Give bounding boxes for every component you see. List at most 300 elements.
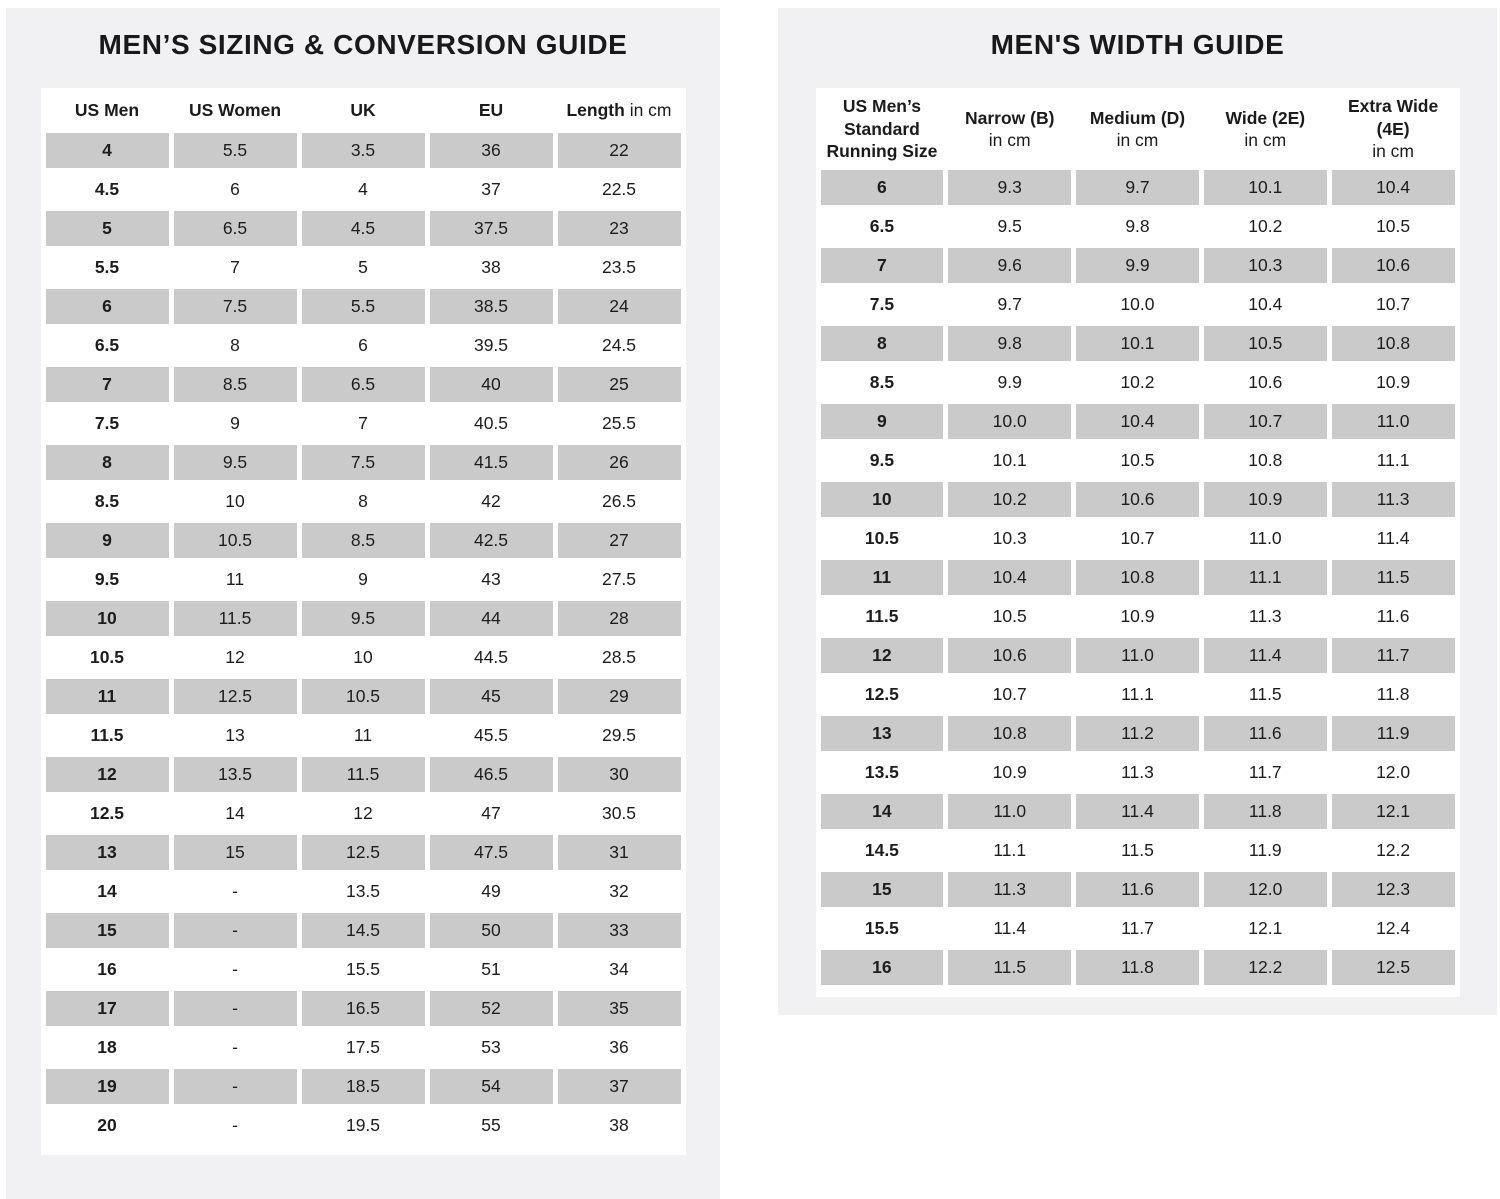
value-cell: 24 [558, 289, 681, 324]
value-cell: - [174, 991, 297, 1026]
value-cell: 36 [609, 1037, 629, 1057]
size-cell: 8.5 [869, 372, 895, 392]
value-cell: 12.4 [1376, 918, 1411, 938]
value-cell: 25 [558, 367, 681, 402]
value-cell: 47.5 [430, 835, 553, 870]
value-cell: 9.5 [302, 601, 425, 636]
size-cell: 7 [821, 248, 944, 283]
size-cell: 4 [46, 133, 169, 168]
size-cell: 12 [46, 757, 169, 792]
value-cell: 10.0 [1120, 294, 1155, 314]
value-cell: 10.8 [948, 716, 1071, 751]
size-cell: 12.5 [89, 803, 125, 823]
table-row [821, 638, 1455, 673]
value-cell: 11.3 [1121, 762, 1154, 782]
value-cell: 6 [230, 179, 240, 199]
value-cell: 11.9 [1248, 840, 1282, 860]
value-cell: 37.5 [430, 211, 553, 246]
value-cell: 11.4 [1204, 638, 1327, 673]
value-cell: 11.8 [1376, 684, 1410, 704]
value-cell: 28 [558, 601, 681, 636]
value-cell: - [232, 881, 238, 901]
width-guide-panel [778, 8, 1497, 1015]
value-cell: 47 [481, 803, 501, 823]
value-cell: 17.5 [345, 1037, 381, 1057]
size-cell: 6 [821, 170, 944, 205]
size-cell: 12.5 [864, 684, 899, 704]
value-cell: 11.0 [1076, 638, 1199, 673]
table-row [46, 601, 681, 636]
value-cell: 9 [230, 413, 240, 433]
value-cell: 11.0 [1248, 528, 1282, 548]
value-cell: 23 [558, 211, 681, 246]
value-cell: 38.5 [430, 289, 553, 324]
value-cell: 11.0 [1332, 404, 1455, 439]
table-row [821, 365, 1455, 400]
value-cell: 12.1 [1248, 918, 1283, 938]
value-cell: 10.2 [948, 482, 1071, 517]
value-cell: 13.5 [345, 881, 381, 901]
table-row [46, 523, 681, 558]
table-row [821, 794, 1455, 829]
value-cell: 10 [225, 491, 245, 511]
value-cell: 11.8 [1076, 950, 1199, 985]
value-cell: 11.5 [948, 950, 1071, 985]
value-cell: 10.6 [1332, 248, 1455, 283]
value-cell: 33 [558, 913, 681, 948]
value-cell: 13 [225, 725, 245, 745]
value-cell: 9.6 [948, 248, 1071, 283]
table-row [821, 677, 1455, 712]
value-cell: 11.5 [174, 601, 297, 636]
value-cell: 8 [230, 335, 240, 355]
value-cell: 53 [481, 1037, 501, 1057]
value-cell: 10.3 [1204, 248, 1327, 283]
value-cell: 12.5 [174, 679, 297, 714]
value-cell: 12 [353, 803, 373, 823]
size-cell: 9 [821, 404, 944, 439]
value-cell: 10.4 [948, 560, 1071, 595]
value-cell: 11.5 [302, 757, 425, 792]
value-cell: 11 [225, 569, 245, 589]
value-cell: 11 [353, 725, 373, 745]
value-cell: 50 [430, 913, 553, 948]
value-cell: 42.5 [430, 523, 553, 558]
size-cell: 4.5 [94, 179, 120, 199]
table-row [821, 482, 1455, 517]
value-cell: 8.5 [302, 523, 425, 558]
value-cell: 28.5 [601, 647, 637, 667]
width-guide-card [816, 88, 1460, 997]
value-cell: 9.9 [997, 372, 1022, 392]
value-cell: 37 [481, 179, 501, 199]
column-header: Length in cm [566, 100, 672, 121]
size-cell: 15 [821, 872, 944, 907]
value-cell: 11.5 [1248, 684, 1282, 704]
value-cell: 11.2 [1076, 716, 1199, 751]
table-row [46, 1069, 681, 1104]
value-cell: 4 [358, 179, 368, 199]
size-cell: 10 [821, 482, 944, 517]
table-row [46, 991, 681, 1026]
table-row [821, 209, 1455, 244]
table-row [821, 287, 1455, 322]
size-cell: 10 [46, 601, 169, 636]
size-cell: 7 [46, 367, 169, 402]
table-row [821, 716, 1455, 751]
value-cell: 19.5 [345, 1115, 381, 1135]
table-row [821, 599, 1455, 634]
table-row [46, 835, 681, 870]
header-row [46, 92, 681, 129]
table-row [46, 640, 681, 675]
value-cell: 29 [558, 679, 681, 714]
size-cell: 14 [97, 881, 117, 901]
table-body [46, 133, 681, 1143]
sizing-conversion-panel [6, 8, 720, 1199]
value-cell: 10.6 [948, 638, 1071, 673]
table-row [46, 367, 681, 402]
value-cell: 12.0 [1204, 872, 1327, 907]
value-cell: 10.4 [1248, 294, 1283, 314]
size-cell: 14.5 [864, 840, 899, 860]
table-row [46, 445, 681, 480]
table-row [46, 796, 681, 831]
value-cell: 8.5 [174, 367, 297, 402]
table-row [46, 1108, 681, 1143]
value-cell: 10.8 [1076, 560, 1199, 595]
table-row [46, 913, 681, 948]
size-cell: 12 [821, 638, 944, 673]
value-cell: 34 [609, 959, 629, 979]
value-cell: 9.5 [997, 216, 1022, 236]
value-cell: 12.5 [302, 835, 425, 870]
value-cell: 10.9 [1376, 372, 1411, 392]
value-cell: 25.5 [601, 413, 637, 433]
value-cell: 11.1 [1376, 450, 1410, 470]
value-cell: 38 [609, 1115, 629, 1135]
value-cell: 12.2 [1376, 840, 1411, 860]
value-cell: 18.5 [302, 1069, 425, 1104]
value-cell: 49 [481, 881, 501, 901]
size-cell: 10.5 [864, 528, 899, 548]
size-cell: 17 [46, 991, 169, 1026]
size-cell: 9.5 [94, 569, 120, 589]
size-cell: 14 [821, 794, 944, 829]
value-cell: 9 [358, 569, 368, 589]
value-cell: 11.0 [948, 794, 1071, 829]
value-cell: 9.7 [997, 294, 1022, 314]
size-cell: 8.5 [94, 491, 120, 511]
size-cell: 9.5 [869, 450, 895, 470]
table-row [46, 211, 681, 246]
value-cell: 6.5 [302, 367, 425, 402]
value-cell: 30 [558, 757, 681, 792]
value-cell: - [174, 913, 297, 948]
value-cell: 11.6 [1376, 606, 1410, 626]
page-title: MEN’S SIZING & CONVERSION GUIDE [98, 29, 628, 60]
value-cell: 11.1 [1204, 560, 1327, 595]
value-cell: - [174, 1069, 297, 1104]
size-cell: 9 [46, 523, 169, 558]
table-row [46, 718, 681, 753]
header-row [821, 92, 1455, 166]
table-row [821, 170, 1455, 205]
value-cell: 11.8 [1204, 794, 1327, 829]
table-row [46, 679, 681, 714]
column-header: EU [478, 100, 504, 121]
value-cell: 11.4 [1376, 528, 1410, 548]
value-cell: 10.9 [992, 762, 1027, 782]
width-guide-table [816, 88, 1460, 989]
table-body [821, 170, 1455, 985]
value-cell: 10.9 [1120, 606, 1155, 626]
column-header: US Men [74, 100, 140, 121]
size-cell: 5.5 [94, 257, 120, 277]
value-cell: 11.7 [1121, 918, 1154, 938]
value-cell: 22 [558, 133, 681, 168]
value-cell: 14.5 [302, 913, 425, 948]
value-cell: 10.8 [1248, 450, 1283, 470]
column-header: Extra Wide (4E) in cm [1347, 96, 1439, 162]
value-cell: 13.5 [174, 757, 297, 792]
value-cell: 26 [558, 445, 681, 480]
table-row [46, 952, 681, 987]
size-cell: 15 [46, 913, 169, 948]
column-header: Wide (2E) in cm [1225, 107, 1306, 150]
table-row [46, 1030, 681, 1065]
value-cell: 10.0 [948, 404, 1071, 439]
value-cell: 11.1 [993, 840, 1027, 860]
table-row [46, 133, 681, 168]
table-row [821, 872, 1455, 907]
size-cell: 8 [46, 445, 169, 480]
value-cell: 9.9 [1076, 248, 1199, 283]
size-cell: 7.5 [869, 294, 895, 314]
table-row [46, 874, 681, 909]
table-row [46, 328, 681, 363]
value-cell: 27.5 [601, 569, 637, 589]
value-cell: 29.5 [601, 725, 637, 745]
value-cell: 10.6 [1076, 482, 1199, 517]
value-cell: 10.7 [1120, 528, 1155, 548]
size-cell: 16 [97, 959, 117, 979]
value-cell: 10.4 [1332, 170, 1455, 205]
value-cell: 10.5 [1376, 216, 1411, 236]
value-cell: 54 [430, 1069, 553, 1104]
value-cell: 9.8 [948, 326, 1071, 361]
value-cell: 38 [481, 257, 501, 277]
value-cell: 24.5 [601, 335, 637, 355]
value-cell: 46.5 [430, 757, 553, 792]
value-cell: 12.5 [1332, 950, 1455, 985]
value-cell: 23.5 [601, 257, 637, 277]
value-cell: 16.5 [302, 991, 425, 1026]
value-cell: 11.7 [1248, 762, 1282, 782]
value-cell: 10.5 [1204, 326, 1327, 361]
table-row [821, 404, 1455, 439]
value-cell: 12 [225, 647, 245, 667]
value-cell: 10.6 [1248, 372, 1283, 392]
table-row [46, 484, 681, 519]
table-row [821, 950, 1455, 985]
value-cell: 12.3 [1332, 872, 1455, 907]
value-cell: 44 [430, 601, 553, 636]
value-cell: 7 [358, 413, 368, 433]
size-cell: 16 [821, 950, 944, 985]
size-cell: 18 [97, 1037, 117, 1057]
size-cell: 19 [46, 1069, 169, 1104]
value-cell: 11.3 [1248, 606, 1282, 626]
value-cell: 43 [481, 569, 501, 589]
size-cell: 13 [46, 835, 169, 870]
table-row [821, 755, 1455, 790]
value-cell: 12.0 [1376, 762, 1411, 782]
value-cell: 11.3 [1332, 482, 1455, 517]
value-cell: 11.3 [948, 872, 1071, 907]
column-header: UK [350, 100, 376, 121]
value-cell: 6.5 [174, 211, 297, 246]
size-cell: 11 [821, 560, 944, 595]
table-row [821, 833, 1455, 868]
value-cell: 10.7 [1204, 404, 1327, 439]
table-row [46, 289, 681, 324]
size-cell: 20 [97, 1115, 117, 1135]
value-cell: 10.7 [1376, 294, 1411, 314]
value-cell: 9.8 [1125, 216, 1150, 236]
value-cell: 44.5 [473, 647, 509, 667]
column-header: US Men’s Standard Running Size [826, 96, 938, 162]
value-cell: 10.2 [1248, 216, 1283, 236]
value-cell: 40 [430, 367, 553, 402]
value-cell: 12.1 [1332, 794, 1455, 829]
value-cell: 5.5 [174, 133, 297, 168]
size-cell: 6 [46, 289, 169, 324]
value-cell: 12.2 [1204, 950, 1327, 985]
size-cell: 7.5 [94, 413, 120, 433]
value-cell: 11.4 [993, 918, 1027, 938]
table-header [46, 92, 681, 129]
table-header [821, 92, 1455, 166]
value-cell: 7 [230, 257, 240, 277]
value-cell: 10.1 [1076, 326, 1199, 361]
size-cell: 15.5 [864, 918, 899, 938]
size-cell: 13.5 [864, 762, 899, 782]
size-cell: 6.5 [94, 335, 120, 355]
value-cell: 41.5 [430, 445, 553, 480]
value-cell: 10.1 [992, 450, 1027, 470]
value-cell: 9.7 [1076, 170, 1199, 205]
value-cell: 10 [353, 647, 373, 667]
value-cell: 55 [481, 1115, 501, 1135]
value-cell: 11.6 [1204, 716, 1327, 751]
table-row [821, 560, 1455, 595]
value-cell: - [232, 959, 238, 979]
value-cell: 5 [358, 257, 368, 277]
value-cell: 40.5 [473, 413, 509, 433]
sizing-conversion-table [41, 88, 686, 1147]
value-cell: 45 [430, 679, 553, 714]
value-cell: 10.7 [992, 684, 1027, 704]
size-cell: 8 [821, 326, 944, 361]
table-row [821, 326, 1455, 361]
value-cell: 9.3 [948, 170, 1071, 205]
table-row [46, 172, 681, 207]
value-cell: 27 [558, 523, 681, 558]
value-cell: 8 [358, 491, 368, 511]
value-cell: - [232, 1115, 238, 1135]
value-cell: 15 [174, 835, 297, 870]
size-cell: 11.5 [90, 725, 124, 745]
value-cell: 11.4 [1076, 794, 1199, 829]
value-cell: 10.9 [1204, 482, 1327, 517]
value-cell: 11.5 [1332, 560, 1455, 595]
size-cell: 13 [821, 716, 944, 751]
table-row [46, 757, 681, 792]
value-cell: 36 [430, 133, 553, 168]
value-cell: 10.8 [1332, 326, 1455, 361]
value-cell: 11.1 [1121, 684, 1154, 704]
value-cell: 9.5 [174, 445, 297, 480]
value-cell: 30.5 [601, 803, 637, 823]
size-cell: 11.5 [865, 606, 899, 626]
value-cell: 10.5 [174, 523, 297, 558]
value-cell: 37 [558, 1069, 681, 1104]
value-cell: 11.5 [1121, 840, 1154, 860]
table-row [46, 406, 681, 441]
size-cell: 11 [46, 679, 169, 714]
sizing-conversion-card [41, 88, 686, 1155]
value-cell: 7.5 [174, 289, 297, 324]
value-cell: 26.5 [601, 491, 637, 511]
value-cell: 32 [609, 881, 629, 901]
value-cell: 5.5 [302, 289, 425, 324]
value-cell: 45.5 [473, 725, 509, 745]
value-cell: 51 [481, 959, 501, 979]
value-cell: 3.5 [302, 133, 425, 168]
table-row [46, 562, 681, 597]
value-cell: 22.5 [601, 179, 637, 199]
column-header: Medium (D) in cm [1089, 107, 1186, 150]
value-cell: 14 [225, 803, 245, 823]
table-row [821, 911, 1455, 946]
value-cell: 6 [358, 335, 368, 355]
value-cell: 10.5 [1120, 450, 1155, 470]
value-cell: 10.3 [992, 528, 1027, 548]
value-cell: 4.5 [302, 211, 425, 246]
value-cell: 39.5 [473, 335, 509, 355]
size-cell: 10.5 [89, 647, 125, 667]
value-cell: 11.9 [1332, 716, 1455, 751]
value-cell: 52 [430, 991, 553, 1026]
size-cell: 5 [46, 211, 169, 246]
value-cell: 11.6 [1076, 872, 1199, 907]
value-cell: 10.4 [1076, 404, 1199, 439]
value-cell: - [232, 1037, 238, 1057]
value-cell: 7.5 [302, 445, 425, 480]
value-cell: 11.7 [1332, 638, 1455, 673]
value-cell: 10.1 [1204, 170, 1327, 205]
size-cell: 6.5 [869, 216, 895, 236]
value-cell: 15.5 [345, 959, 381, 979]
table-row [821, 248, 1455, 283]
table-row [821, 443, 1455, 478]
column-header: Narrow (B) in cm [964, 107, 1055, 150]
value-cell: 42 [481, 491, 501, 511]
table-row [46, 250, 681, 285]
value-cell: 35 [558, 991, 681, 1026]
value-cell: 10.5 [302, 679, 425, 714]
